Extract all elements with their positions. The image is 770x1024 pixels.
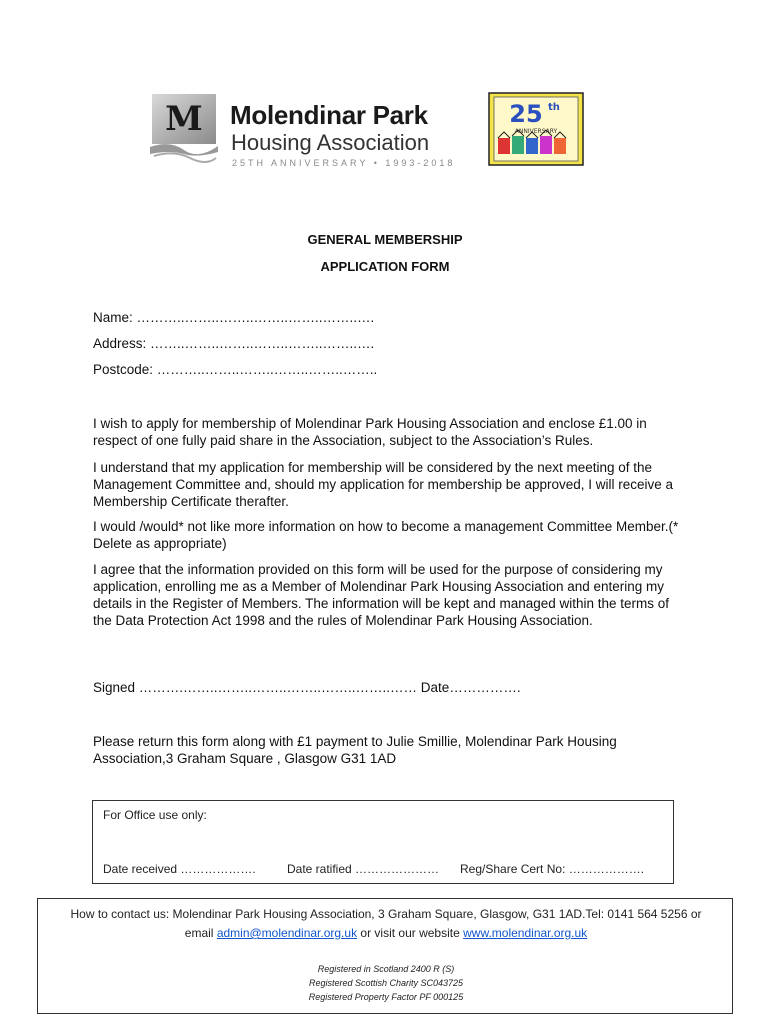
anniversary-tagline: 25TH ANNIVERSARY • 1993-2018 <box>232 158 456 168</box>
information-paragraph: I would /would* not like more information on how to become a management Committee Member.(* Delete as appropriate) <box>93 519 679 551</box>
registration-line-1: Registered in Scotland 2400 R (S) <box>317 964 455 974</box>
website-link[interactable]: www.molendinar.org.uk <box>463 926 588 940</box>
email-link[interactable]: admin@molendinar.org.uk <box>216 926 358 940</box>
registration-line-3: Registered Property Factor PF 000125 <box>308 992 464 1002</box>
postcode-field[interactable]: Postcode: ………..……..……..……..……..…….. <box>93 362 378 377</box>
logo-letter: M <box>165 99 203 139</box>
office-use-heading: For Office use only: <box>103 808 207 822</box>
form-title-line1: GENERAL MEMBERSHIP <box>307 232 463 247</box>
data-protection-paragraph: I agree that the information provided on this form will be used for the purpose of considering my application, enrolling me as a Member of Molendinar Park Housing Association and entering my details in the Register of Members. The information will be kept and managed within the terms of the Data Protection Act 1998 and the rules of Molendinar Park Housing Association. <box>93 562 670 628</box>
contact-links-line <box>38 926 734 940</box>
office-use-box <box>92 800 674 884</box>
badge-text: ANNIVERSARY <box>514 128 558 135</box>
signature-date-field[interactable]: Signed ……….……..……..……..……..……..……..…… Date……………. <box>93 680 521 695</box>
contact-line: How to contact us: Molendinar Park Housing Association, 3 Graham Square, Glasgow, G31 1AD.Tel: 0141 564 5256 or <box>70 907 702 921</box>
return-instructions: Please return this form along with £1 payment to Julie Smillie, Molendinar Park Housing Association,3 Graham Square , Glasgow G31 1AD <box>93 734 617 766</box>
form-title-line2: APPLICATION FORM <box>320 259 450 274</box>
address-field[interactable]: Address: ……..……..……..……..……..……..…. <box>93 336 375 351</box>
date-ratified-field: Date ratified ………………… <box>287 862 440 876</box>
org-subtitle: Housing Association <box>231 130 430 155</box>
badge-suffix: th <box>548 102 560 113</box>
name-field[interactable]: Name: ………..……..……..……..……..……..…. <box>93 310 375 325</box>
website-prefix: or visit our website <box>357 926 464 940</box>
reg-share-cert-field: Reg/Share Cert No: ………………. <box>460 862 645 876</box>
badge-number: 25 <box>509 100 543 128</box>
email-prefix: email <box>184 926 217 940</box>
membership-paragraph: I wish to apply for membership of Molendinar Park Housing Association and enclose £1.00 in respect of one fully paid share in the Association, subject to the Association’s Rules. <box>93 416 647 448</box>
org-name: Molendinar Park <box>230 100 428 130</box>
anniversary-badge-icon <box>488 92 584 166</box>
logo-mark-icon <box>150 92 218 164</box>
contact-box <box>37 898 733 1014</box>
committee-paragraph: I understand that my application for membership will be considered by the next meeting of the Management Committee and, should my application for membership be approved, I will receive a Membership Certificate therafter. <box>93 460 674 509</box>
registration-line-2: Registered Scottish Charity SC043725 <box>308 978 464 988</box>
date-received-field: Date received ………………. <box>103 862 256 876</box>
